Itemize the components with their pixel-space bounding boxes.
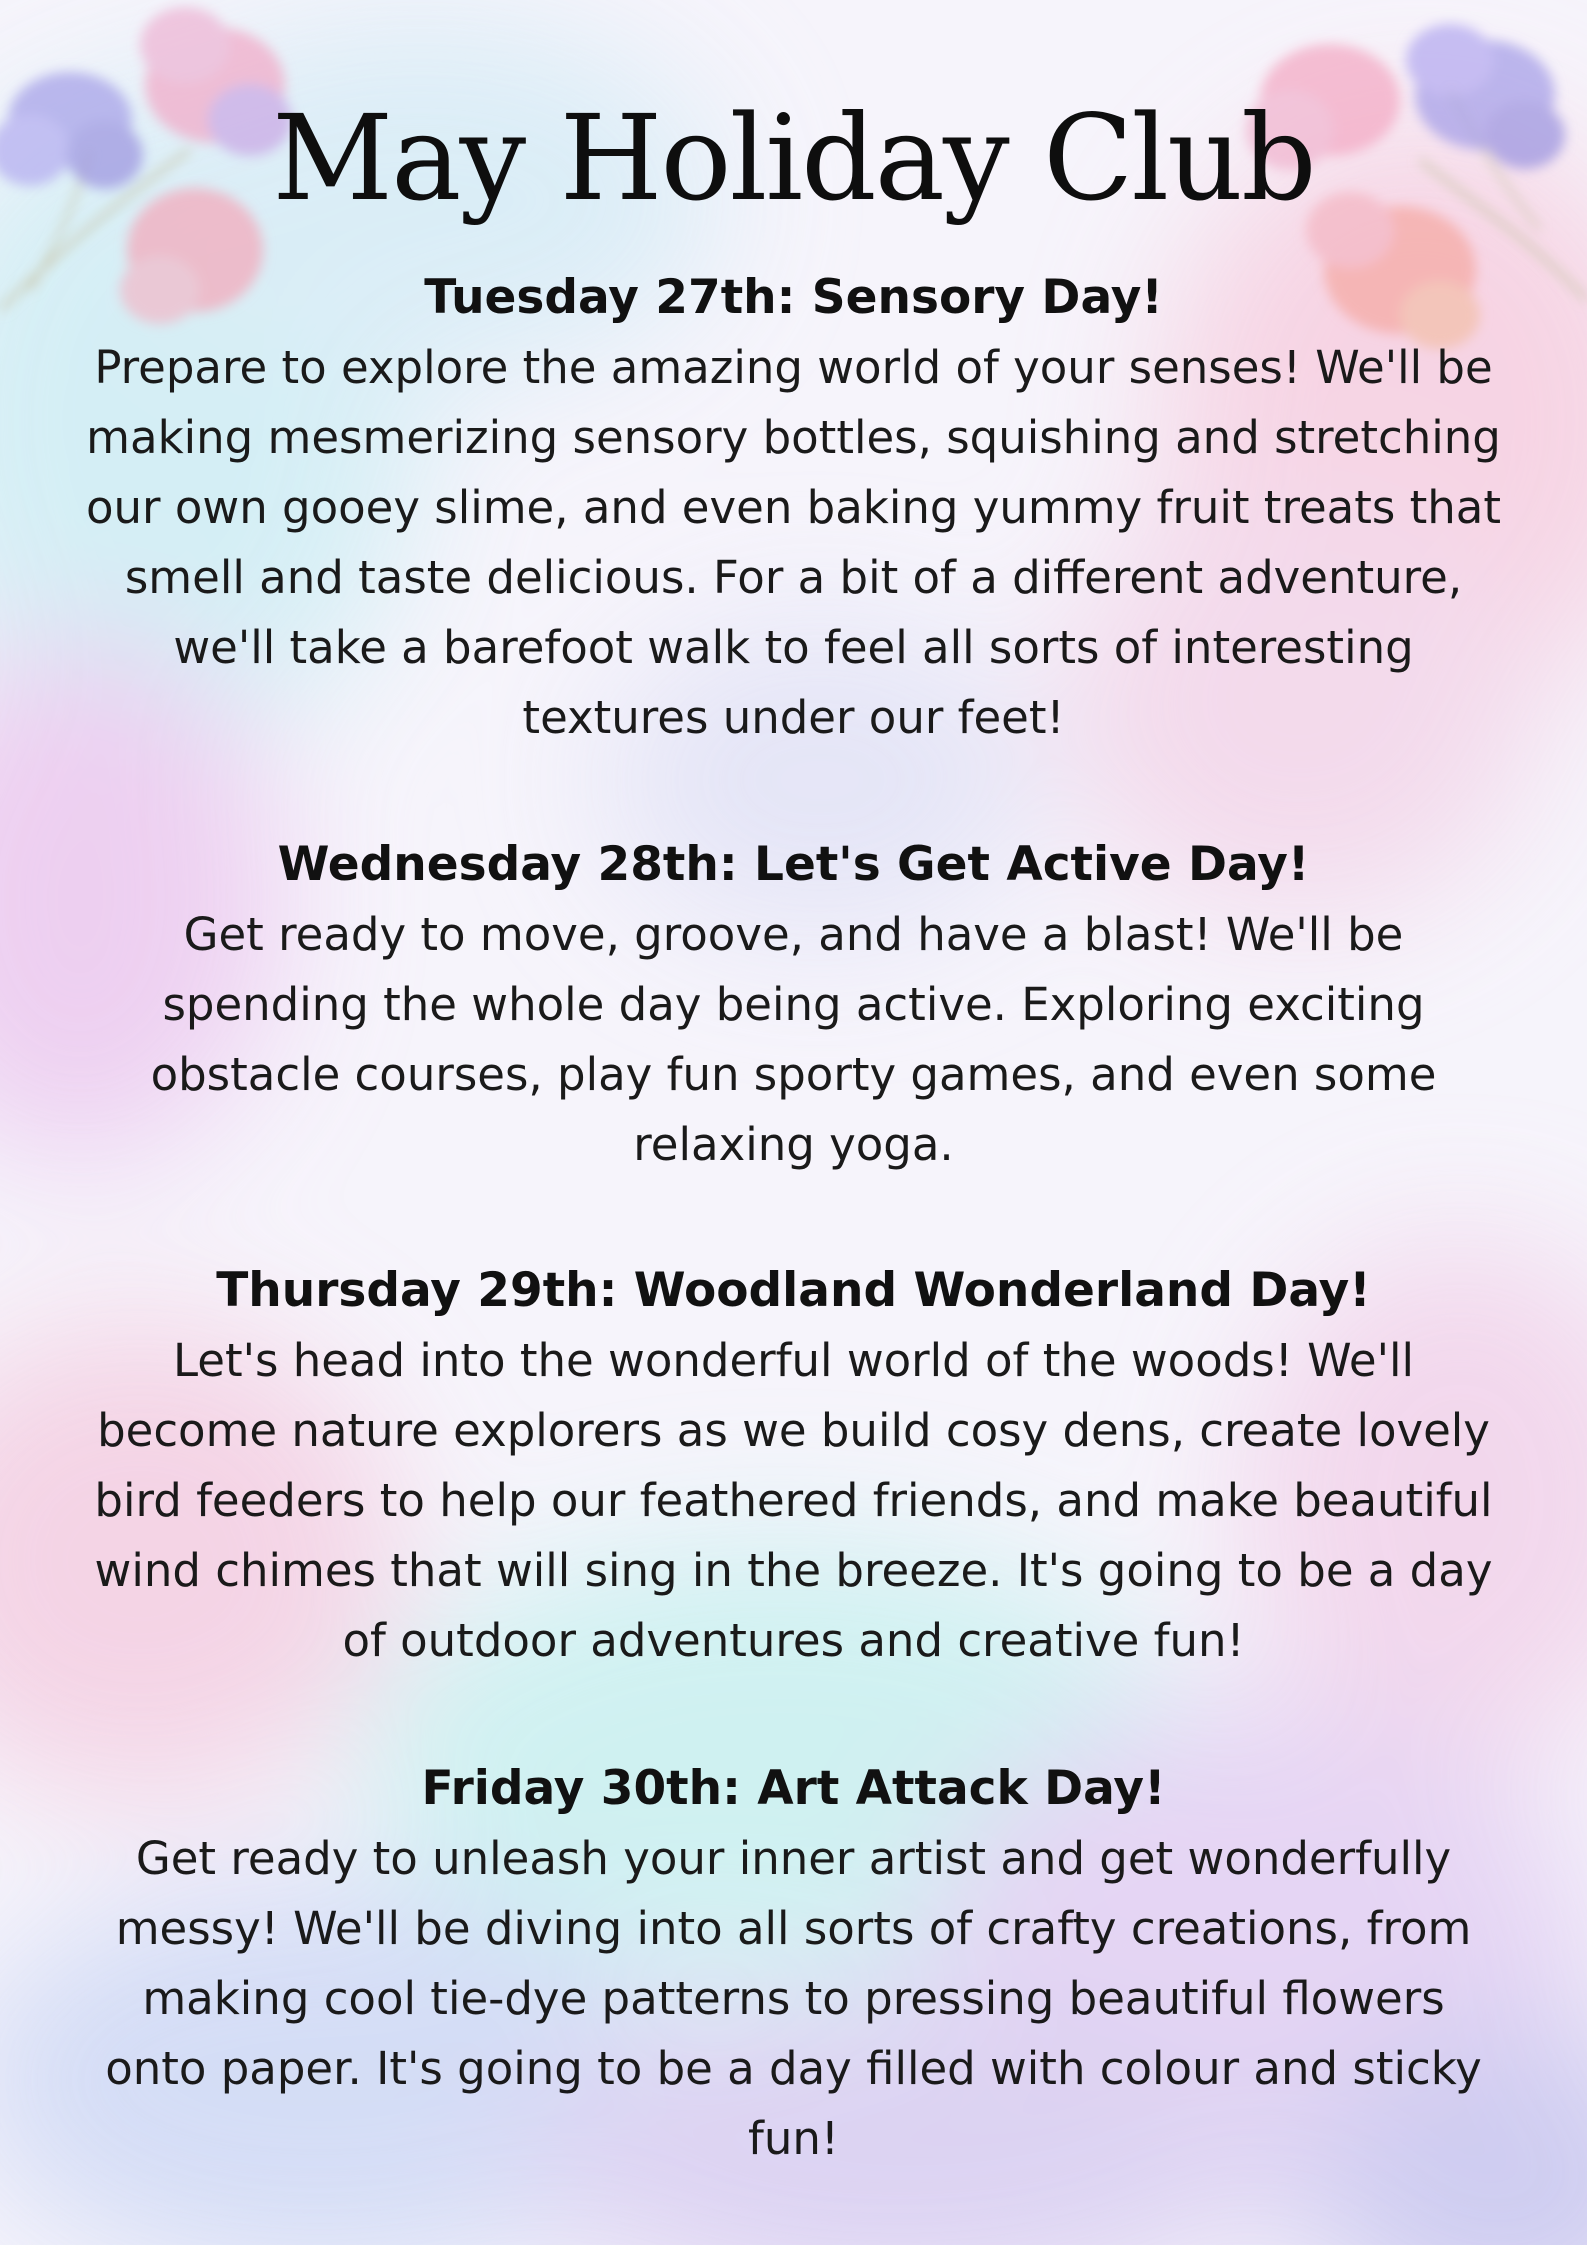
description-line: relaxing yoga. (633, 1118, 954, 1171)
description-line: become nature explorers as we build cosy dens, create lovely (97, 1404, 1490, 1457)
description-line: Get ready to move, groove, and have a blast! We'll be (183, 908, 1404, 961)
day-description (40, 333, 1547, 753)
day-heading: Wednesday 28th: Let's Get Active Day! (277, 837, 1310, 892)
description-line: messy! We'll be diving into all sorts of crafty creations, from (115, 1902, 1472, 1955)
description-line: Get ready to unleash your inner artist and get wonderfully (135, 1832, 1452, 1885)
day-description (40, 900, 1547, 1180)
description-line: we'll take a barefoot walk to feel all sorts of interesting (173, 621, 1414, 674)
description-line: making mesmerizing sensory bottles, squishing and stretching (86, 411, 1501, 464)
day-heading: Friday 30th: Art Attack Day! (421, 1761, 1166, 1816)
description-line: making cool tie-dye patterns to pressing beautiful flowers (142, 1972, 1445, 2025)
day-heading: Thursday 29th: Woodland Wonderland Day! (216, 1263, 1371, 1318)
day-section-friday (40, 1754, 1547, 2174)
description-line: wind chimes that will sing in the breeze. It's going to be a day (94, 1544, 1493, 1597)
description-line: fun! (748, 2112, 839, 2165)
description-line: of outdoor adventures and creative fun! (342, 1614, 1245, 1667)
description-line: spending the whole day being active. Exploring exciting (162, 978, 1425, 1031)
description-line: bird feeders to help our feathered friends, and make beautiful (94, 1474, 1493, 1527)
day-description (40, 1326, 1547, 1676)
day-section-thursday (40, 1256, 1547, 1676)
description-line: textures under our feet! (522, 691, 1065, 744)
day-heading: Tuesday 27th: Sensory Day! (424, 270, 1163, 325)
day-description (40, 1824, 1547, 2174)
description-line: Prepare to explore the amazing world of your senses! We'll be (94, 341, 1493, 394)
description-line: our own gooey slime, and even baking yummy fruit treats that (86, 481, 1501, 534)
day-section-tuesday (40, 263, 1547, 753)
description-line: Let's head into the wonderful world of the woods! We'll (173, 1334, 1414, 1387)
page-title: May Holiday Club (272, 89, 1315, 227)
description-line: onto paper. It's going to be a day filled with colour and sticky (105, 2042, 1482, 2095)
description-line: smell and taste delicious. For a bit of a different adventure, (124, 551, 1463, 604)
description-line: obstacle courses, play fun sporty games, and even some (150, 1048, 1437, 1101)
day-section-wednesday (40, 830, 1547, 1180)
